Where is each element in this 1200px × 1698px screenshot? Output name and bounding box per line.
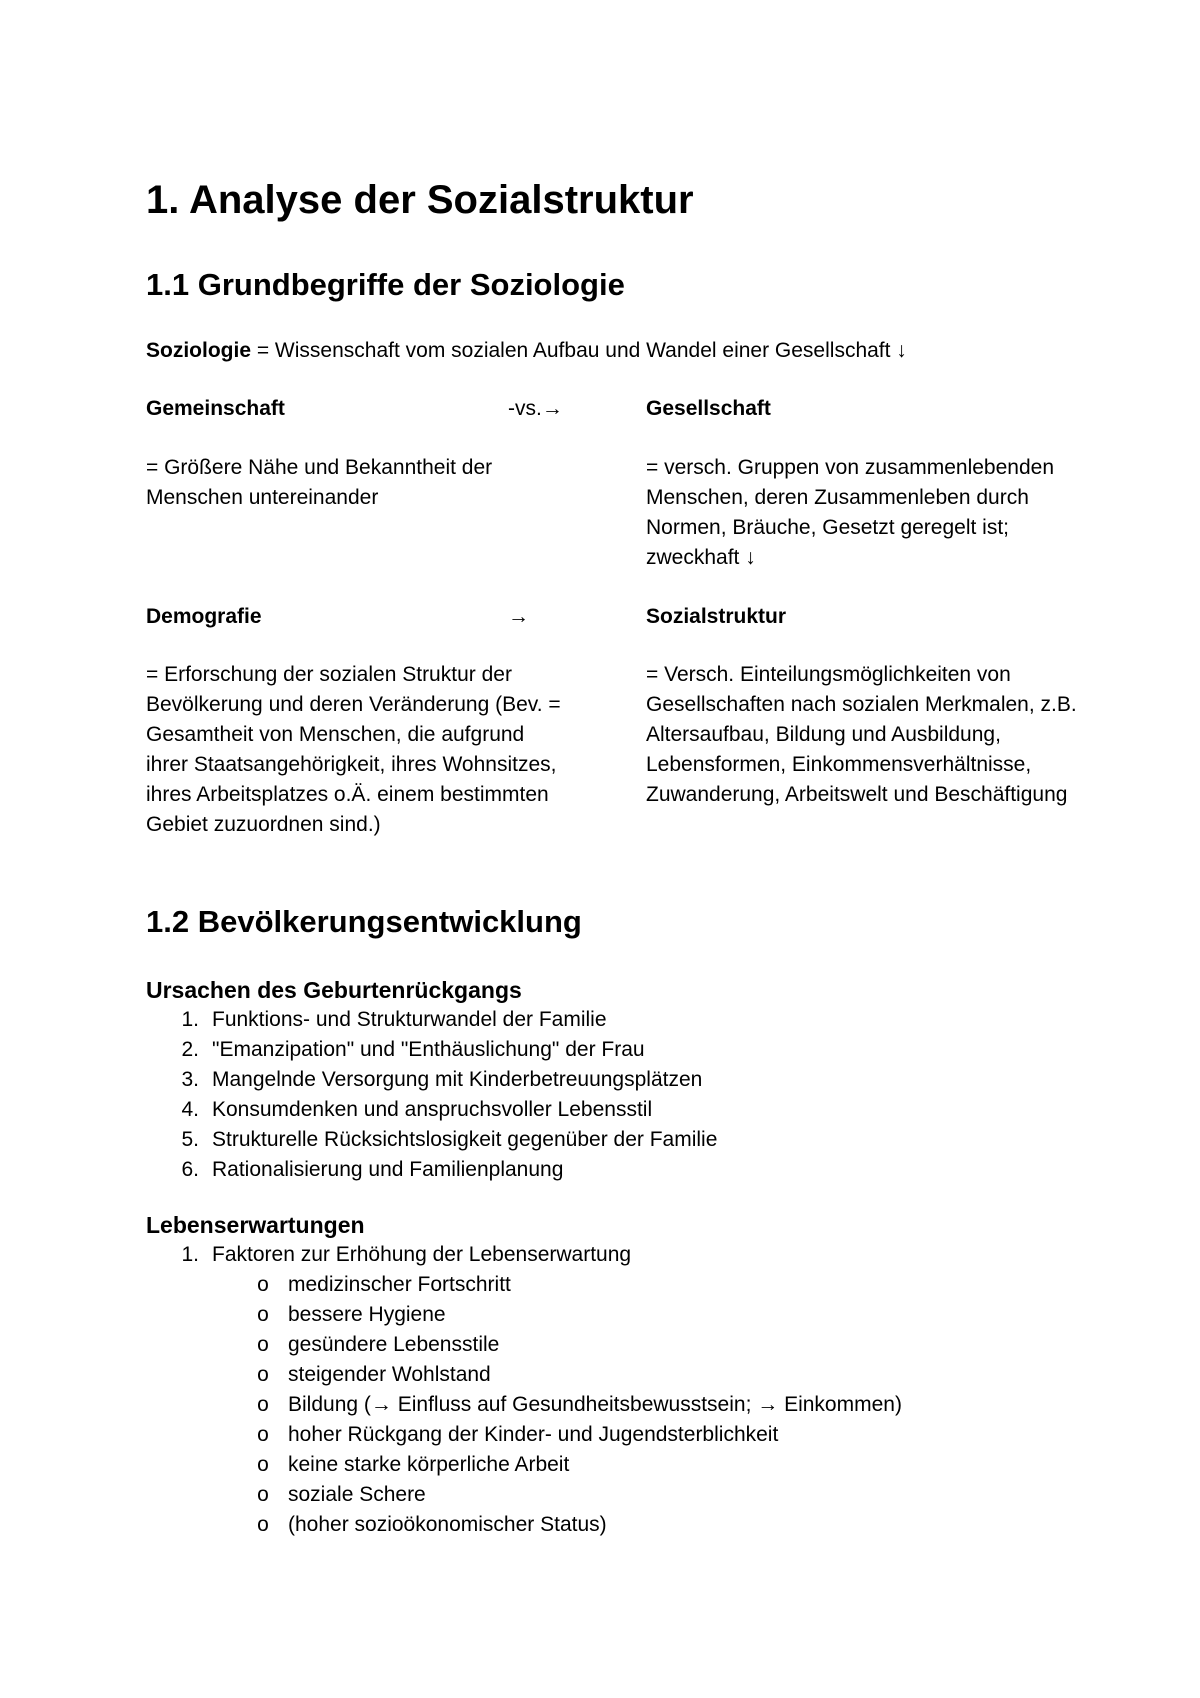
bullet-circle-icon: o [257,1393,269,1416]
subheading-geburtenrueckgang: Ursachen des Geburtenrückgangs [146,977,522,1003]
definition-term: Soziologie [146,339,251,362]
term-sozialstruktur: Sozialstruktur [646,605,787,628]
bullet-circle-icon: o [257,1423,269,1446]
subheading-lebenserwartungen: Lebenserwartungen [146,1212,365,1238]
definition-gemeinschaft: = Größere Nähe und Bekanntheit der Menschen untereinander [146,456,493,509]
bullet-circle-icon: o [257,1363,269,1386]
connector-vs: -vs.→ [508,397,563,420]
document-page: 1. Analyse der Sozialstruktur 1.1 Grundbegriffe der Soziologie Soziologie = Wissenschaft vom sozialen Aufbau und Wandel einer Gesellschaft ↓ Gemeinschaft -vs.→ Gesellschaft = Größere Nähe und Bekanntheit der Menschen untereinander = versch. Gruppen von zusammenlebenden Menschen, deren Zusammenleben durch Normen, Bräuche, Gesetzt geregelt ist; zweckhaft ↓ Demografie → Sozialstruktur = Erforschung der sozialen Struktur der Bevölkerung und deren Veränderung (Bev. = Gesamtheit von Menschen, die aufgrund ihrer Staatsangehörigkeit, ihres Wohnsitzes, ihres Arbeitsplatzes o.Ä. einem bestimmten Gebiet zuzuordnen sind.) = Versch. Einteilungsmöglichkeiten von Gesellschaften nach sozialen Merkmalen, z.B. Altersaufbau, Bildung und Ausbildung, Lebensformen, Einkommensverhältnisse, Zuwanderung, Arbeitswelt und Beschäftigung 1.2 Bevölkerungsentwicklung Ursachen des Geburtenrückgangs 1. Funktions- und Strukturwandel der Familie 2. "Emanzipation" und "Enthäuslichung" der Frau 3. Mangelnde Versorgung mit Kinderbetreuungsplätzen 4. Konsumdenken und anspruchsvoller Lebensstil 5. Strukturelle Rücksichtslosigkeit gegenüber der Familie 6. Rationalisierung und Familienplanung Lebenserwartungen 1. Faktoren zur Erhöhung der Lebenserwartung o medizinscher Fortschritt o bessere Hygiene o gesündere Lebensstile o steigender Wohlstand o Bildung (→ Einfluss auf Gesundheitsbewusstsein; → Einkommen) o hoher Rückgang der Kinder- und Jugendsterblichkeit o keine starke körperliche Arbeit o soziale Schere o (hoher sozioökonomischer Status) [0,0,1200,1698]
section-heading-bevoelkerung: 1.2 Bevölkerungsentwicklung [146,904,582,939]
term-gemeinschaft: Gemeinschaft [146,397,285,420]
connector-arrow: → [508,605,529,628]
definition-sozialstruktur: = Versch. Einteilungsmöglichkeiten von Gesellschaften nach sozialen Merkmalen, z.B. Altersaufbau, Bildung und Ausbildung, Lebensformen, Einkommensverhältnisse, Zuwanderung, Arbeitswelt und Beschäftigung [646,663,1077,806]
bullet-circle-icon: o [257,1483,269,1506]
definition-demografie: = Erforschung der sozialen Struktur der Bevölkerung und deren Veränderung (Bev. = Gesamtheit von Menschen, die aufgrund ihrer Staatsangehörigkeit, ihres Wohnsitzes, ihres Arbeitsplatzes o.Ä. einem bestimmten Gebiet zuzuordnen sind.) [146,663,561,836]
bullet-circle-icon: o [257,1273,269,1296]
term-demografie: Demografie [146,605,262,628]
section-heading-grundbegriffe: 1.1 Grundbegriffe der Soziologie [146,267,625,302]
term-gesellschaft: Gesellschaft [646,397,771,420]
definition-gesellschaft: = versch. Gruppen von zusammenlebenden Menschen, deren Zusammenleben durch Normen, Bräuche, Gesetzt geregelt ist; zweckhaft ↓ [646,456,1054,569]
definition-text: = Wissenschaft vom sozialen Aufbau und Wandel einer Gesellschaft ↓ [251,339,907,362]
bullet-circle-icon: o [257,1333,269,1356]
bullet-circle-icon: o [257,1453,269,1476]
bullet-circle-icon: o [257,1513,269,1536]
page-title: 1. Analyse der Sozialstruktur [146,178,694,222]
definition-line [146,336,907,366]
bullet-circle-icon: o [257,1303,269,1326]
